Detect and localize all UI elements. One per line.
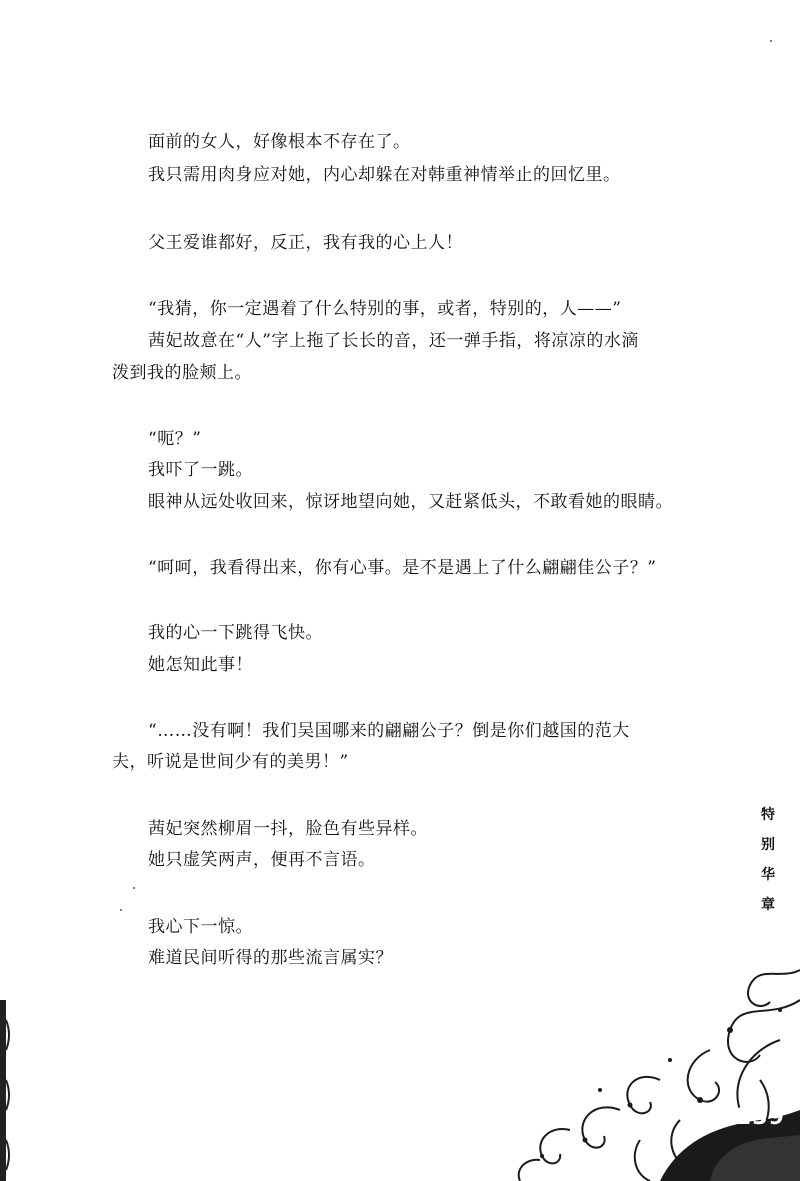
text-line: 夫，听说是世间少有的美男！”	[112, 752, 349, 772]
speck	[133, 887, 135, 889]
floral-ornament-icon	[480, 960, 800, 1181]
section-tab	[757, 793, 779, 913]
text-line: “我猜，你一定遇着了什么特别的事，或者，特别的，人——”	[148, 299, 622, 319]
text-line: 父王爱谁都好，反正，我有我的心上人！	[148, 233, 463, 253]
speck	[770, 40, 772, 42]
text-line: “……没有啊！我们吴国哪来的翩翩公子？倒是你们越国的范大	[148, 721, 630, 741]
tab-char: 别	[761, 837, 775, 853]
text-line: 我的心一下跳得飞快。	[148, 623, 323, 643]
text-line: 泼到我的脸颊上。	[112, 363, 252, 383]
tab-char: 章	[761, 897, 775, 913]
speck	[120, 909, 122, 911]
text-line: 我只需用肉身应对她，内心却躲在对韩重神情举止的回忆里。	[148, 165, 621, 185]
text-line: 面前的女人，好像根本不存在了。	[148, 132, 411, 152]
text-line: 茜妃突然柳眉一抖，脸色有些异样。	[148, 819, 428, 839]
text-line: 眼神从远处收回来，惊讶地望向她，又赶紧低头，不敢看她的眼睛。	[148, 492, 673, 512]
page-number: 239	[736, 1105, 785, 1130]
text-line: 她只虚笑两声，便再不言语。	[148, 850, 376, 870]
text-line: 茜妃故意在“人”字上拖了长长的音，还一弹手指，将凉凉的水滴	[148, 331, 639, 351]
text-line: 难道民间听得的那些流言属实？	[148, 948, 393, 968]
text-line: “呵呵，我看得出来，你有心事。是不是遇上了什么翩翩佳公子？”	[148, 558, 657, 578]
tab-char: 华	[761, 867, 775, 883]
tab-char: 特	[761, 807, 775, 823]
text-line: 我心下一惊。	[148, 917, 253, 937]
page-edge-ornament	[0, 1000, 10, 1181]
text-line: “呃？”	[148, 429, 202, 449]
text-line: 她怎知此事！	[148, 655, 253, 675]
text-line: 我吓了一跳。	[148, 460, 253, 480]
